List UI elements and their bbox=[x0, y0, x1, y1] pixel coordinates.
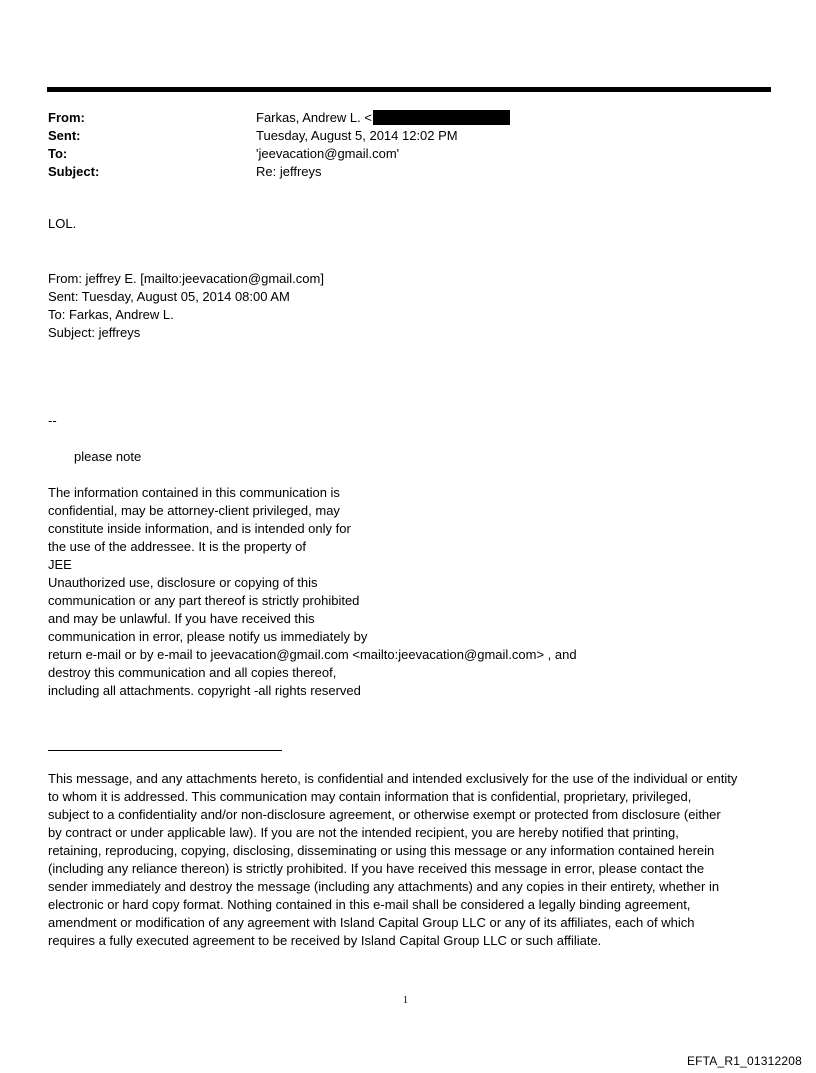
reply-body: LOL. bbox=[48, 216, 77, 231]
sent-row bbox=[48, 127, 768, 145]
footer-line: sender immediately and destroy the message (including any attachments) and any copies in their entirety, whether in bbox=[48, 879, 720, 894]
subject-value: Re: jeffreys bbox=[256, 164, 322, 179]
from-row bbox=[48, 109, 768, 127]
footer-line: to whom it is addressed. This communication may contain information that is confidential, proprietary, privileged, bbox=[48, 789, 692, 804]
disclaimer-block bbox=[48, 484, 577, 700]
please-note: please note bbox=[74, 449, 142, 464]
footer-divider bbox=[48, 750, 282, 751]
footer-line: retaining, reproducing, copying, disclosing, disseminating or using this message or any information contained herein bbox=[48, 843, 715, 858]
quoted-subject: Subject: jeffreys bbox=[48, 325, 141, 340]
page-number: 1 bbox=[403, 995, 408, 1006]
disclaimer-line: Unauthorized use, disclosure or copying of this bbox=[48, 575, 318, 590]
footer-line: This message, and any attachments hereto, is confidential and intended exclusively for the use of the individual or entity bbox=[48, 771, 738, 786]
disclaimer-line: and may be unlawful. If you have received this bbox=[48, 611, 315, 626]
email-header bbox=[48, 109, 768, 181]
from-label: From: bbox=[48, 110, 85, 125]
from-name: Farkas, Andrew L. < bbox=[256, 110, 372, 125]
footer-line: subject to a confidentiality and/or non-disclosure agreement, or otherwise exempt or protected from disclosure (either bbox=[48, 807, 721, 822]
to-row bbox=[48, 145, 768, 163]
footer-line: by contract or under applicable law). If you are not the intended recipient, you are hereby notified that printing, bbox=[48, 825, 679, 840]
footer-line: requires a fully executed agreement to be received by Island Capital Group LLC or such affiliate. bbox=[48, 933, 602, 948]
disclaimer-line: including all attachments. copyright -all rights reserved bbox=[48, 683, 361, 698]
quoted-header bbox=[48, 270, 324, 342]
quoted-sent: Sent: Tuesday, August 05, 2014 08:00 AM bbox=[48, 289, 290, 304]
to-value: 'jeevacation@gmail.com' bbox=[256, 146, 400, 161]
to-label: To: bbox=[48, 146, 68, 161]
redaction-box bbox=[373, 110, 510, 125]
quoted-from: From: jeffrey E. [mailto:jeevacation@gmail.com] bbox=[48, 271, 324, 286]
signature-dashes: -- bbox=[48, 413, 57, 428]
bates-number: EFTA_R1_01312208 bbox=[686, 1054, 802, 1068]
subject-label: Subject: bbox=[48, 164, 100, 179]
disclaimer-line: confidential, may be attorney-client privileged, may bbox=[48, 503, 340, 518]
footer-line: amendment or modification of any agreement with Island Capital Group LLC or any of its affiliates, each of which bbox=[48, 915, 695, 930]
disclaimer-line: JEE bbox=[48, 557, 72, 572]
confidentiality-footer bbox=[48, 770, 737, 950]
header-divider bbox=[47, 87, 771, 92]
disclaimer-line: the use of the addressee. It is the property of bbox=[48, 539, 306, 554]
from-value bbox=[256, 109, 510, 127]
disclaimer-line: constitute inside information, and is intended only for bbox=[48, 521, 351, 536]
disclaimer-line: The information contained in this communication is bbox=[48, 485, 340, 500]
disclaimer-line: communication in error, please notify us immediately by bbox=[48, 629, 368, 644]
disclaimer-line: destroy this communication and all copies thereof, bbox=[48, 665, 337, 680]
disclaimer-line: return e-mail or by e-mail to jeevacation@gmail.com <mailto:jeevacation@gmail.com> , and bbox=[48, 647, 577, 662]
footer-line: (including any reliance thereon) is strictly prohibited. If you have received this message in error, please contact the bbox=[48, 861, 705, 876]
sent-label: Sent: bbox=[48, 128, 81, 143]
subject-row bbox=[48, 163, 768, 181]
quoted-to: To: Farkas, Andrew L. bbox=[48, 307, 174, 322]
disclaimer-line: communication or any part thereof is strictly prohibited bbox=[48, 593, 360, 608]
footer-line: electronic or hard copy format. Nothing contained in this e-mail shall be considered a legally binding agreement, bbox=[48, 897, 691, 912]
sent-value: Tuesday, August 5, 2014 12:02 PM bbox=[256, 128, 458, 143]
